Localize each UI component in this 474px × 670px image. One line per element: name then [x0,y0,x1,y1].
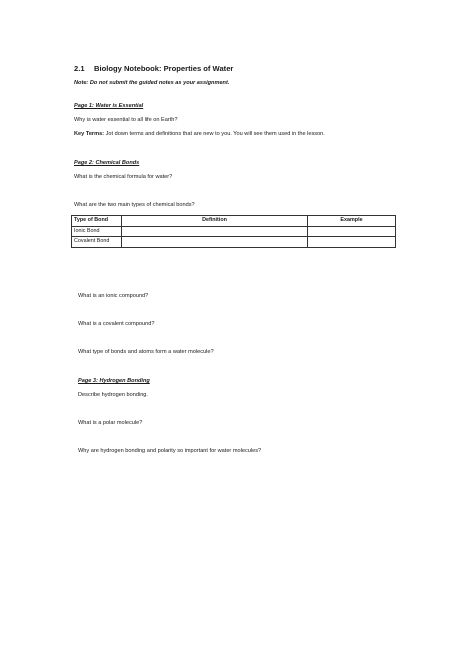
page3-heading: Page 3: Hydrogen Bonding [78,378,150,384]
page2-question-3: What is an ionic compound? [78,293,149,299]
page2-question-4: What is a covalent compound? [78,321,155,327]
key-terms-label: Key Terms: [74,131,105,137]
table-row [72,237,396,248]
row-ionic-type: Ionic Bond [72,226,122,237]
page1-question-1: Why is water essential to all life on Earth? [74,117,178,123]
row-ionic-example [308,226,396,237]
page2-question-1: What is the chemical formula for water? [74,174,173,180]
row-covalent-example [308,237,396,248]
bond-types-table [71,215,396,248]
row-covalent-definition [122,237,308,248]
section-number: 2.1 [74,64,85,73]
header-definition: Definition [122,216,308,227]
row-covalent-type: Covalent Bond [72,237,122,248]
row-ionic-definition [122,226,308,237]
table-row [72,226,396,237]
page3-question-1: Describe hydrogen bonding. [78,392,148,398]
page2-heading: Page 2: Chemical Bonds [74,160,140,166]
title-text: Biology Notebook: Properties of Water [94,64,234,73]
submission-note: Note: Do not submit the guided notes as your assignment. [74,80,230,86]
key-terms-text: Jot down terms and definitions that are new to you. You will see them used in the lesson. [104,131,325,137]
page2-question-5: What type of bonds and atoms form a water molecule? [78,349,214,355]
page3-question-2: What is a polar molecule? [78,420,143,426]
page2-question-2: What are the two main types of chemical bonds? [74,202,195,208]
document-title [74,64,233,73]
key-terms-line [74,131,325,137]
header-type-of-bond: Type of Bond [72,216,122,227]
header-example: Example [308,216,396,227]
page1-heading: Page 1: Water is Essential [74,103,144,109]
table-header-row [72,216,396,227]
page3-question-3: Why are hydrogen bonding and polarity so important for water molecules? [78,448,262,454]
